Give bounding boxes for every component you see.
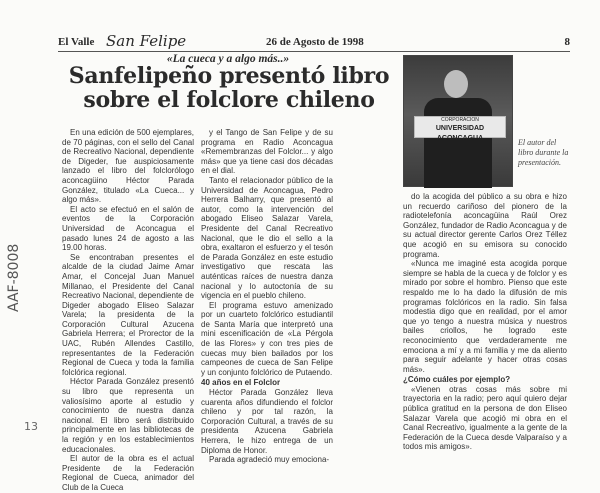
paragraph: Héctor Parada González presentó su libro que representa un valiosísimo aporte al estudio y conocimiento de nuestra danza nacional. El libro será distribuido principalmente en las bibliotecas de la región y en los establecimientos educacionales.	[62, 377, 194, 454]
photo-caption: El autor del libro durante la presentación.	[518, 138, 569, 167]
paragraph: El acto se efectuó en el salón de eventos de la Corporación Universidad de Aconcagua el pasado lunes 24 de agosto a las 19.00 horas.	[62, 204, 194, 253]
paragraph: Se encontraban presentes el alcalde de la ciudad Jaime Amar Amar, el Concejal Juan Manuel Millanao, el Presidente del Canal Recreativo Nacional, dependiente de Digeder abogado Eliseo Salazar Varela; la presidenta de la Corporación Cultural Azucena Gabriela Herrera; el Prorector de la UAC, Rubén Allendes Castillo, representantes de la Federación Regional de Cueca y toda la familia folclórica regional.	[62, 252, 194, 377]
archive-stamp-number: 13	[24, 420, 38, 433]
banner-top-text: CORPORACION	[441, 117, 479, 123]
paragraph: Parada agradeció muy emociona-	[209, 455, 330, 465]
paragraph: «Nunca me imaginé esta acogida porque siempre se habla de la cueca y de folclor y es mirado por sobre el hombro. Pienso que este respaldo me lo ha dado la difusión de mis programas folclóricos en la radio. Sin falsa modestia digo que en realidad, por el amor que yo tengo a nuestra música y nuestros bailes criollos, he logrado este reconocimiento que verdaderamente me emociona a mí y a mi familia y me da aliento para seguir adelante y hacer otras cosas más».	[403, 259, 567, 374]
photo-figure-face	[444, 70, 468, 98]
subheading: 40 años en el Folclor	[201, 378, 281, 388]
paragraph: do la acogida del público a su obra e hizo un recuerdo cariñoso del pionero de la radiotelefonía aconcagüina Raúl Orez González, fundador de Radio Aconcagua y de su actual director gerente Carlos Orez Téllez que acogió en su emisora su conocido programa.	[403, 192, 567, 259]
headline: Sanfelipeño presentó libro sobre el folclore chileno	[68, 63, 390, 113]
handwritten-city: San Felipe	[106, 32, 187, 50]
masthead-rule	[58, 51, 570, 52]
subheading: ¿Cómo cuáles por ejemplo?	[403, 375, 511, 385]
paragraph: Héctor Parada González lleva cuarenta años difundiendo el folclor chileno y por tal razón, la Corporación Cultural, a través de su presidenta Azucena Gabriela Herrera, le hizo entrega de un Diploma de Honor.	[201, 388, 333, 455]
page-number: 8	[564, 36, 570, 48]
masthead	[58, 32, 570, 52]
author-photo	[403, 55, 513, 187]
paragraph: El programa estuvo amenizado por un cuarteto folclórico estudiantil de Santa María que interpretó una mini escenificación de «La Pérgola de las Flores» y con tres pies de cuecas muy bien bailados por los campeones de cueca de San Felipe y un conjunto folclórico de Putaendo.	[201, 300, 333, 377]
paragraph: Tanto el relacionador público de la Universidad de Aconcagua, Pedro Herrera Balharry, que presentó al autor, como la intervención del abogado Eliseo Salazar Varela, Presidente del Canal Recreativo Nacional, que le dio el sello a la obra, exaltaron el esfuerzo y el tesón de Parada González en este estudio investigativo que rescata las auténticas raíces de nuestra danza nacional y lo autoctonía de su vigencia en el pueblo chileno.	[201, 175, 333, 301]
archive-stamp: AAF-8008	[6, 243, 22, 312]
paragraph: «Vienen otras cosas más sobre mi trayectoria en la radio; pero aquí quiero dejar pública gratitud en la persona de don Eliseo Salazar Varela que acogió mi obra en el Canal Recreativo, igualmente a la gente de la Federación de la Cueca desde Valparaíso y a todos mis amigos».	[403, 384, 567, 452]
issue-date: 26 de Agosto de 1998	[266, 36, 364, 48]
section-title: «La cueca y a algo más..»	[166, 53, 290, 65]
paragraph: En una edición de 500 ejemplares, de 70 páginas, con el sello del Canal de Recreativo Nacional, dependiente de Digeder, fue auspiciosamente lanzado el libro del folclorólogo aconcagüino Héctor Parada González, titulado «La Cueca... y algo más».	[62, 128, 194, 205]
newspaper-name: El Valle	[58, 36, 95, 48]
banner-main-text: UNIVERSIDAD ACONCAGUA	[435, 125, 485, 142]
podium-banner	[414, 116, 506, 142]
article-column-2	[201, 128, 333, 465]
article-column-3	[403, 192, 567, 452]
paragraph: El autor de la obra es el actual Presidente de la Federación Regional de Cueca, animador del Club de la Cueca	[62, 454, 194, 492]
paragraph: y el Tango de San Felipe y de su programa en Radio Aconcagua «Remembranzas del Folclor... y algo más» que ya tiene casi dos décadas en el dial.	[201, 128, 333, 176]
